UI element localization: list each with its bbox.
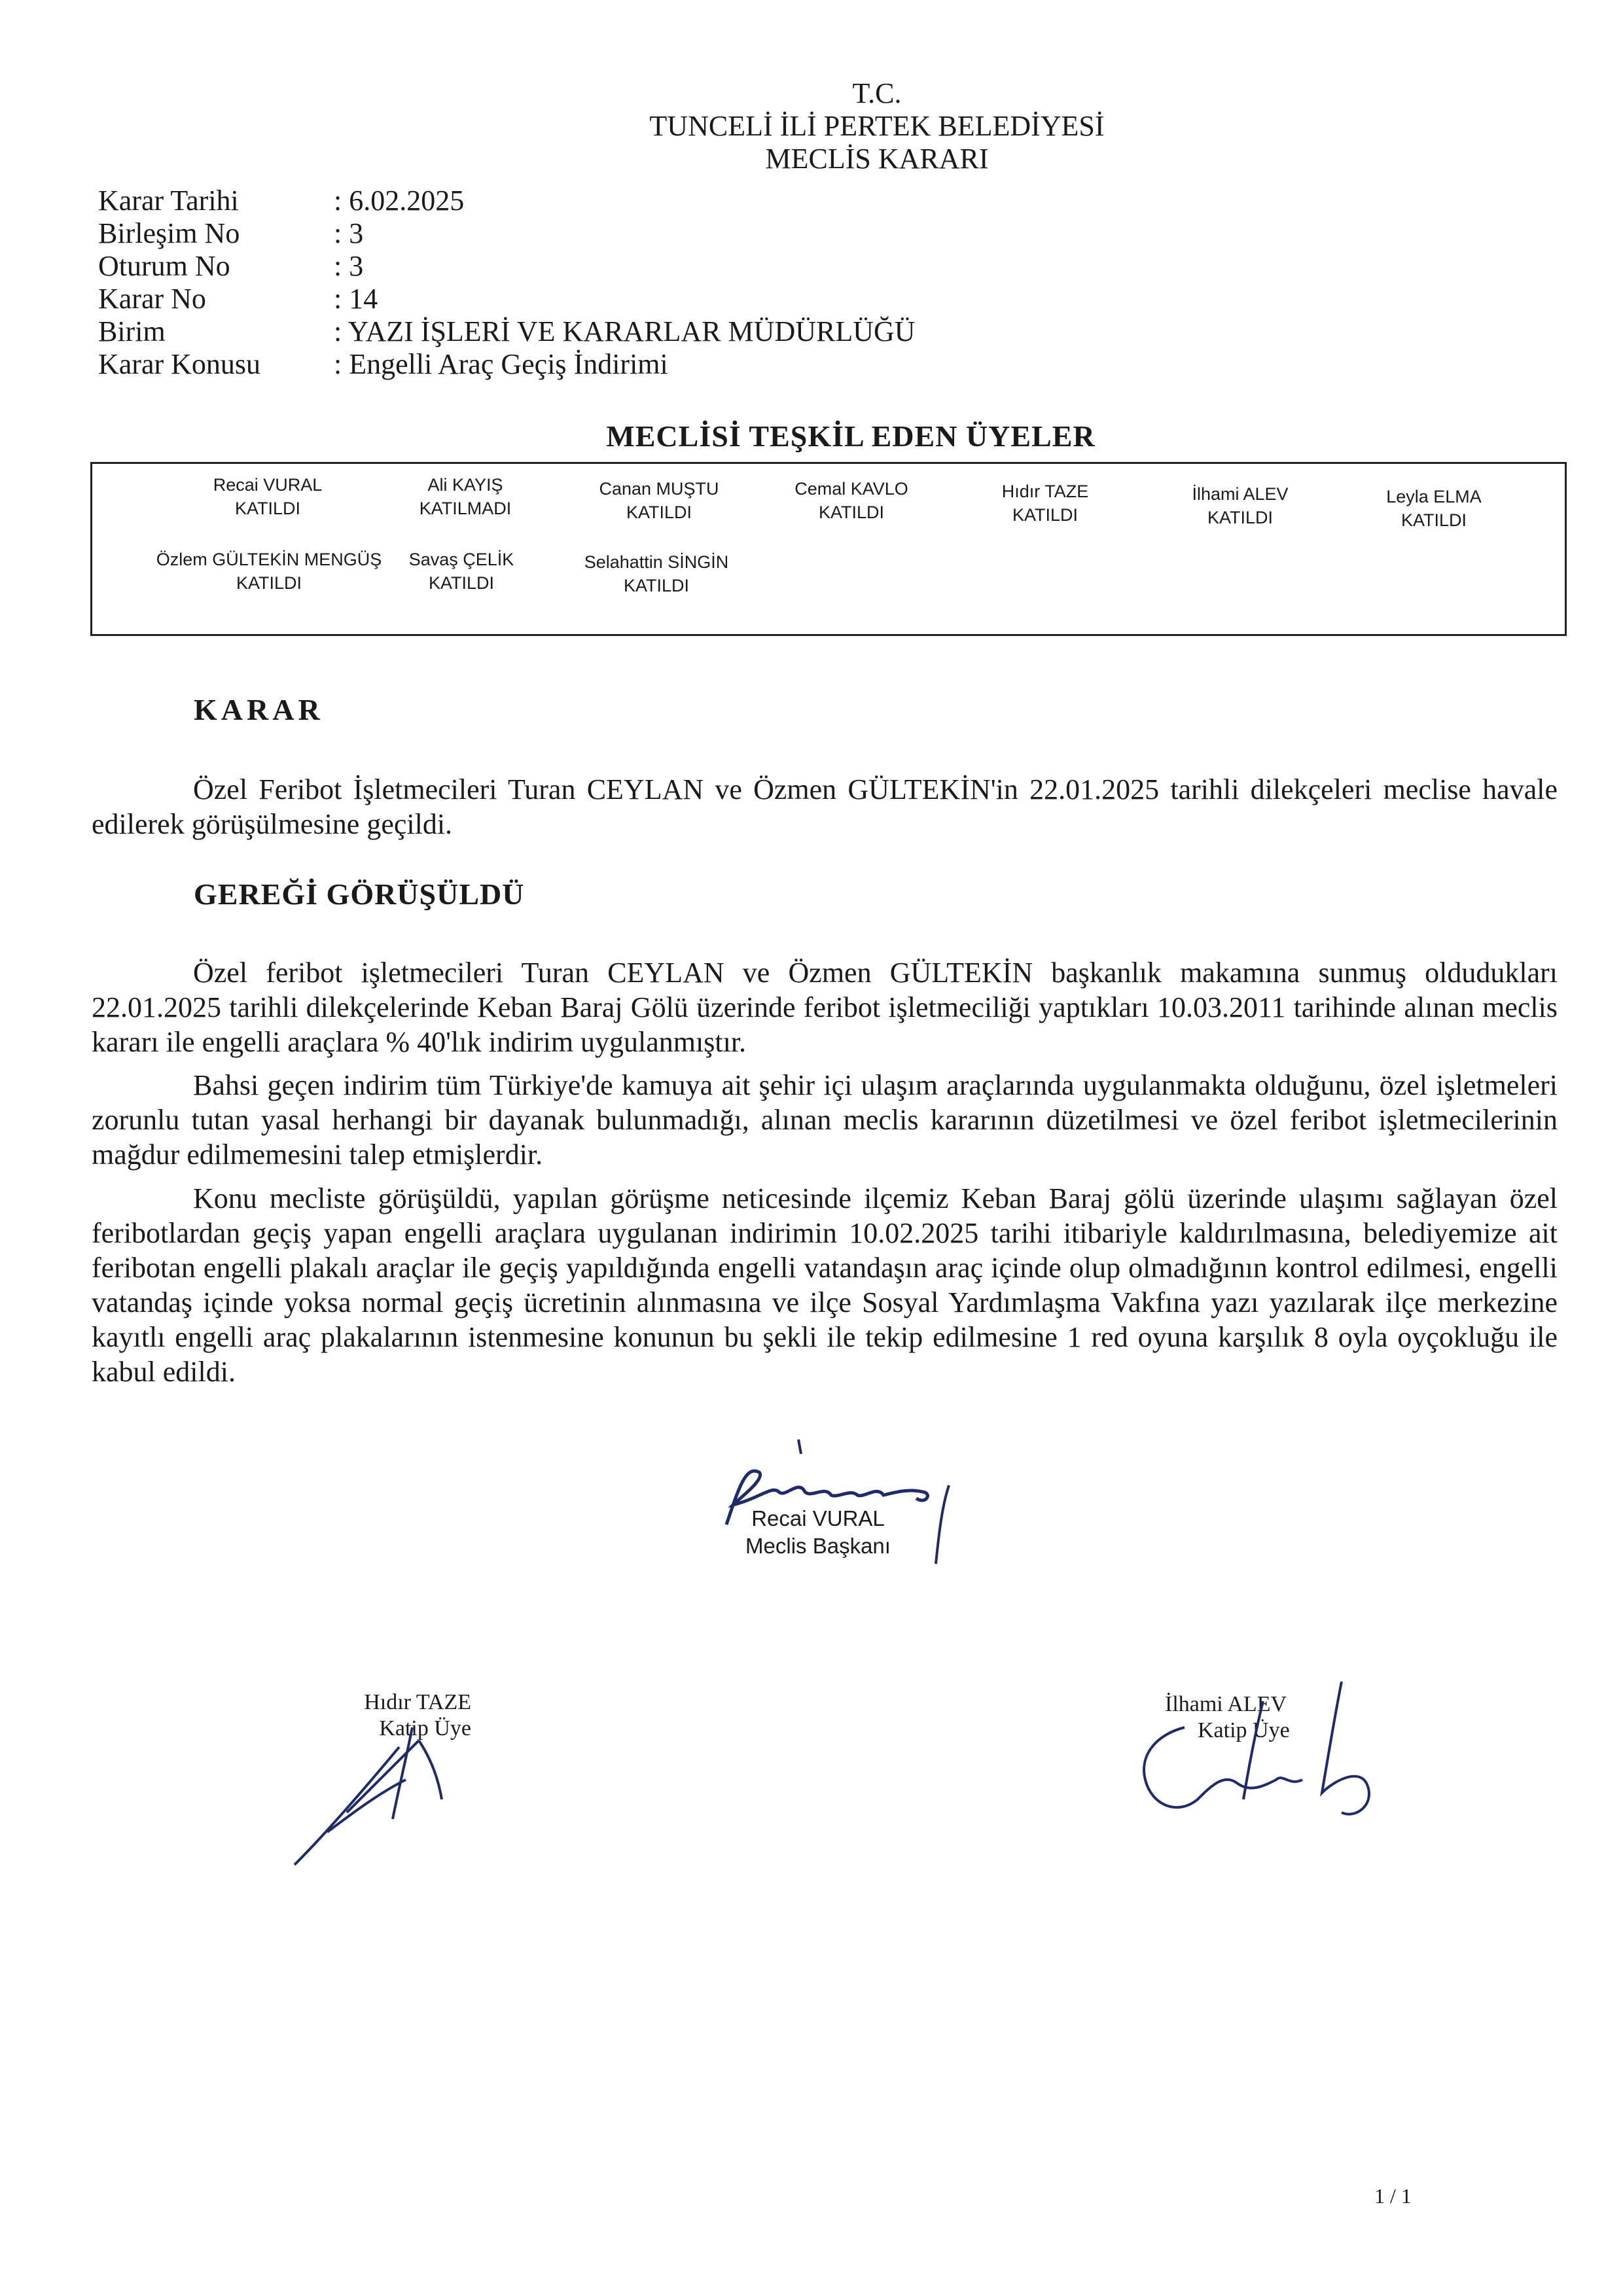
meta-value: : 6.02.2025 (334, 185, 465, 217)
member-name: Ali KAYIŞ (427, 475, 503, 495)
president-name: Recai VURAL (751, 1506, 885, 1530)
member-item (370, 548, 553, 595)
clerk1-signature (288, 1701, 471, 1871)
karar-title: KARAR (194, 693, 324, 726)
meta-label: Karar No (98, 283, 206, 315)
body-paragraph-1: Özel feribot işletmecileri Turan CEYLAN ve Özmen GÜLTEKİN başkanlık makamına sunmuş oldudukları 22.01.2025 tarihli dilekçelerinde Keban Baraj Gölü üzerinde feribot işletmeciliği yaptıkları 10.03.2011 tarihinde alınan meclis kararı ile engelli araçlara % 40'lık indirim uygulanmıştır. (92, 957, 1558, 1058)
meta-label: Karar Konusu (98, 348, 261, 380)
meta-date-row (98, 185, 464, 217)
clerk2-name: İlhami ALEV (1165, 1692, 1287, 1716)
header-doc-type: MECLİS KARARI (765, 143, 989, 175)
member-item (567, 477, 751, 524)
members-box (90, 462, 1567, 636)
member-item (374, 473, 557, 520)
member-status: KATILDI (234, 499, 301, 518)
meta-value: : 14 (334, 283, 378, 315)
member-item (760, 477, 943, 524)
member-status: KATILDI (1207, 508, 1274, 527)
meta-label: Oturum No (98, 250, 230, 282)
member-item (1149, 482, 1332, 529)
meta-value: : 3 (334, 217, 364, 249)
member-status: KATILDI (1400, 510, 1467, 530)
member-item (565, 550, 748, 597)
clerk1-name: Hıdır TAZE (364, 1690, 471, 1714)
meta-unit-row (98, 315, 916, 348)
header-tc: T.C. (852, 77, 902, 109)
member-name: Leyla ELMA (1386, 487, 1482, 506)
member-name: Cemal KAVLO (794, 479, 908, 499)
member-name: Canan MUŞTU (599, 479, 719, 499)
member-item (954, 480, 1137, 527)
header-municipality: TUNCELİ İLİ PERTEK BELEDİYESİ (649, 110, 1105, 142)
header (0, 77, 1623, 175)
member-item (1342, 485, 1525, 532)
president-title: Meclis Başkanı (745, 1534, 891, 1558)
member-status: KATILDI (1012, 505, 1079, 525)
member-name: Savaş ÇELİK (408, 550, 514, 569)
member-status: KATILDI (623, 576, 690, 595)
meta-label: Karar Tarihi (98, 185, 239, 217)
member-status: KATILMADI (419, 499, 512, 518)
meta-session-row (98, 217, 363, 250)
member-name: Hıdır TAZE (1001, 482, 1089, 501)
body-paragraph-3: Konu mecliste görüşüldü, yapılan görüşme neticesinde ilçemiz Keban Baraj gölü üzerinde ulaşımı sağlayan özel feribotlardan geçiş yapan engelli araçlara uygulanan indirimin 10.02.2025 tarihi itibariyle kaldırılmasına, belediyemize ait feribotan engelli plakalı araçlar ile geçiş yapıldığında engelli vatandaşın araç içinde olup olmadığının kontrol edilmesi, engelli vatandaş içinde yoksa normal geçiş ücretinin alınmasına ve ilçe Sosyal Yardımlaşma Vakfına yazı yazılarak ilçe merkezine kayıtlı engelli araç plakalarının istenmesine konunun bu şekli ile tekip edilmesine 1 red oyuna karşılık 8 oyla oyçokluğu ile kabul edildi. (92, 1182, 1558, 1388)
clerk1-title: Katip Üye (379, 1716, 471, 1740)
body-paragraph-2: Bahsi geçen indirim tüm Türkiye'de kamuya ait şehir içi ulaşım araçlarında uygulanmakta olduğunu, özel işletmeleri zorunlu tutan yasal herhangi bir dayanak bulunmadığı, alınan meclis kararının düzetilmesi ve özel feribot işletmecilerinin mağdur edilmemesini talep etmişlerdir. (92, 1069, 1558, 1171)
member-name: Selahattin SİNGİN (584, 552, 729, 572)
member-status: KATILDI (626, 503, 692, 522)
member-item (151, 548, 387, 595)
page-number: 1 / 1 (1374, 2184, 1412, 2208)
meta-label: Birim (98, 315, 166, 347)
meta-value: : YAZI İŞLERİ VE KARARLAR MÜDÜRLÜĞÜ (334, 315, 916, 347)
karar-text: Özel Feribot İşletmecileri Turan CEYLAN ve Özmen GÜLTEKİN'in 22.01.2025 tarihli dilekçeleri meclise havale edilerek görüşülmesine geçildi. (92, 773, 1558, 840)
meta-subject-row (98, 348, 668, 381)
gereği-title: GEREĞİ GÖRÜŞÜLDÜ (194, 877, 525, 911)
meta-value: : 3 (334, 250, 364, 282)
member-status: KATILDI (818, 503, 885, 522)
member-name: Recai VURAL (213, 475, 323, 495)
clerk2-signature (1106, 1675, 1407, 1845)
meta-decision-no-row (98, 283, 378, 315)
member-status: KATILDI (236, 573, 302, 593)
president-block (720, 1505, 916, 1560)
meta-value: : Engelli Araç Geçiş İndirimi (334, 348, 668, 380)
member-name: Özlem GÜLTEKİN MENGÜŞ (156, 550, 382, 569)
member-item (176, 473, 359, 520)
member-name: İlhami ALEV (1192, 484, 1289, 504)
meta-label: Birleşim No (98, 217, 240, 249)
members-title: MECLİSİ TEŞKİL EDEN ÜYELER (606, 419, 1096, 453)
meta-sitting-row (98, 250, 363, 283)
member-status: KATILDI (428, 573, 495, 593)
clerk2-title: Katip Üye (1198, 1718, 1290, 1742)
